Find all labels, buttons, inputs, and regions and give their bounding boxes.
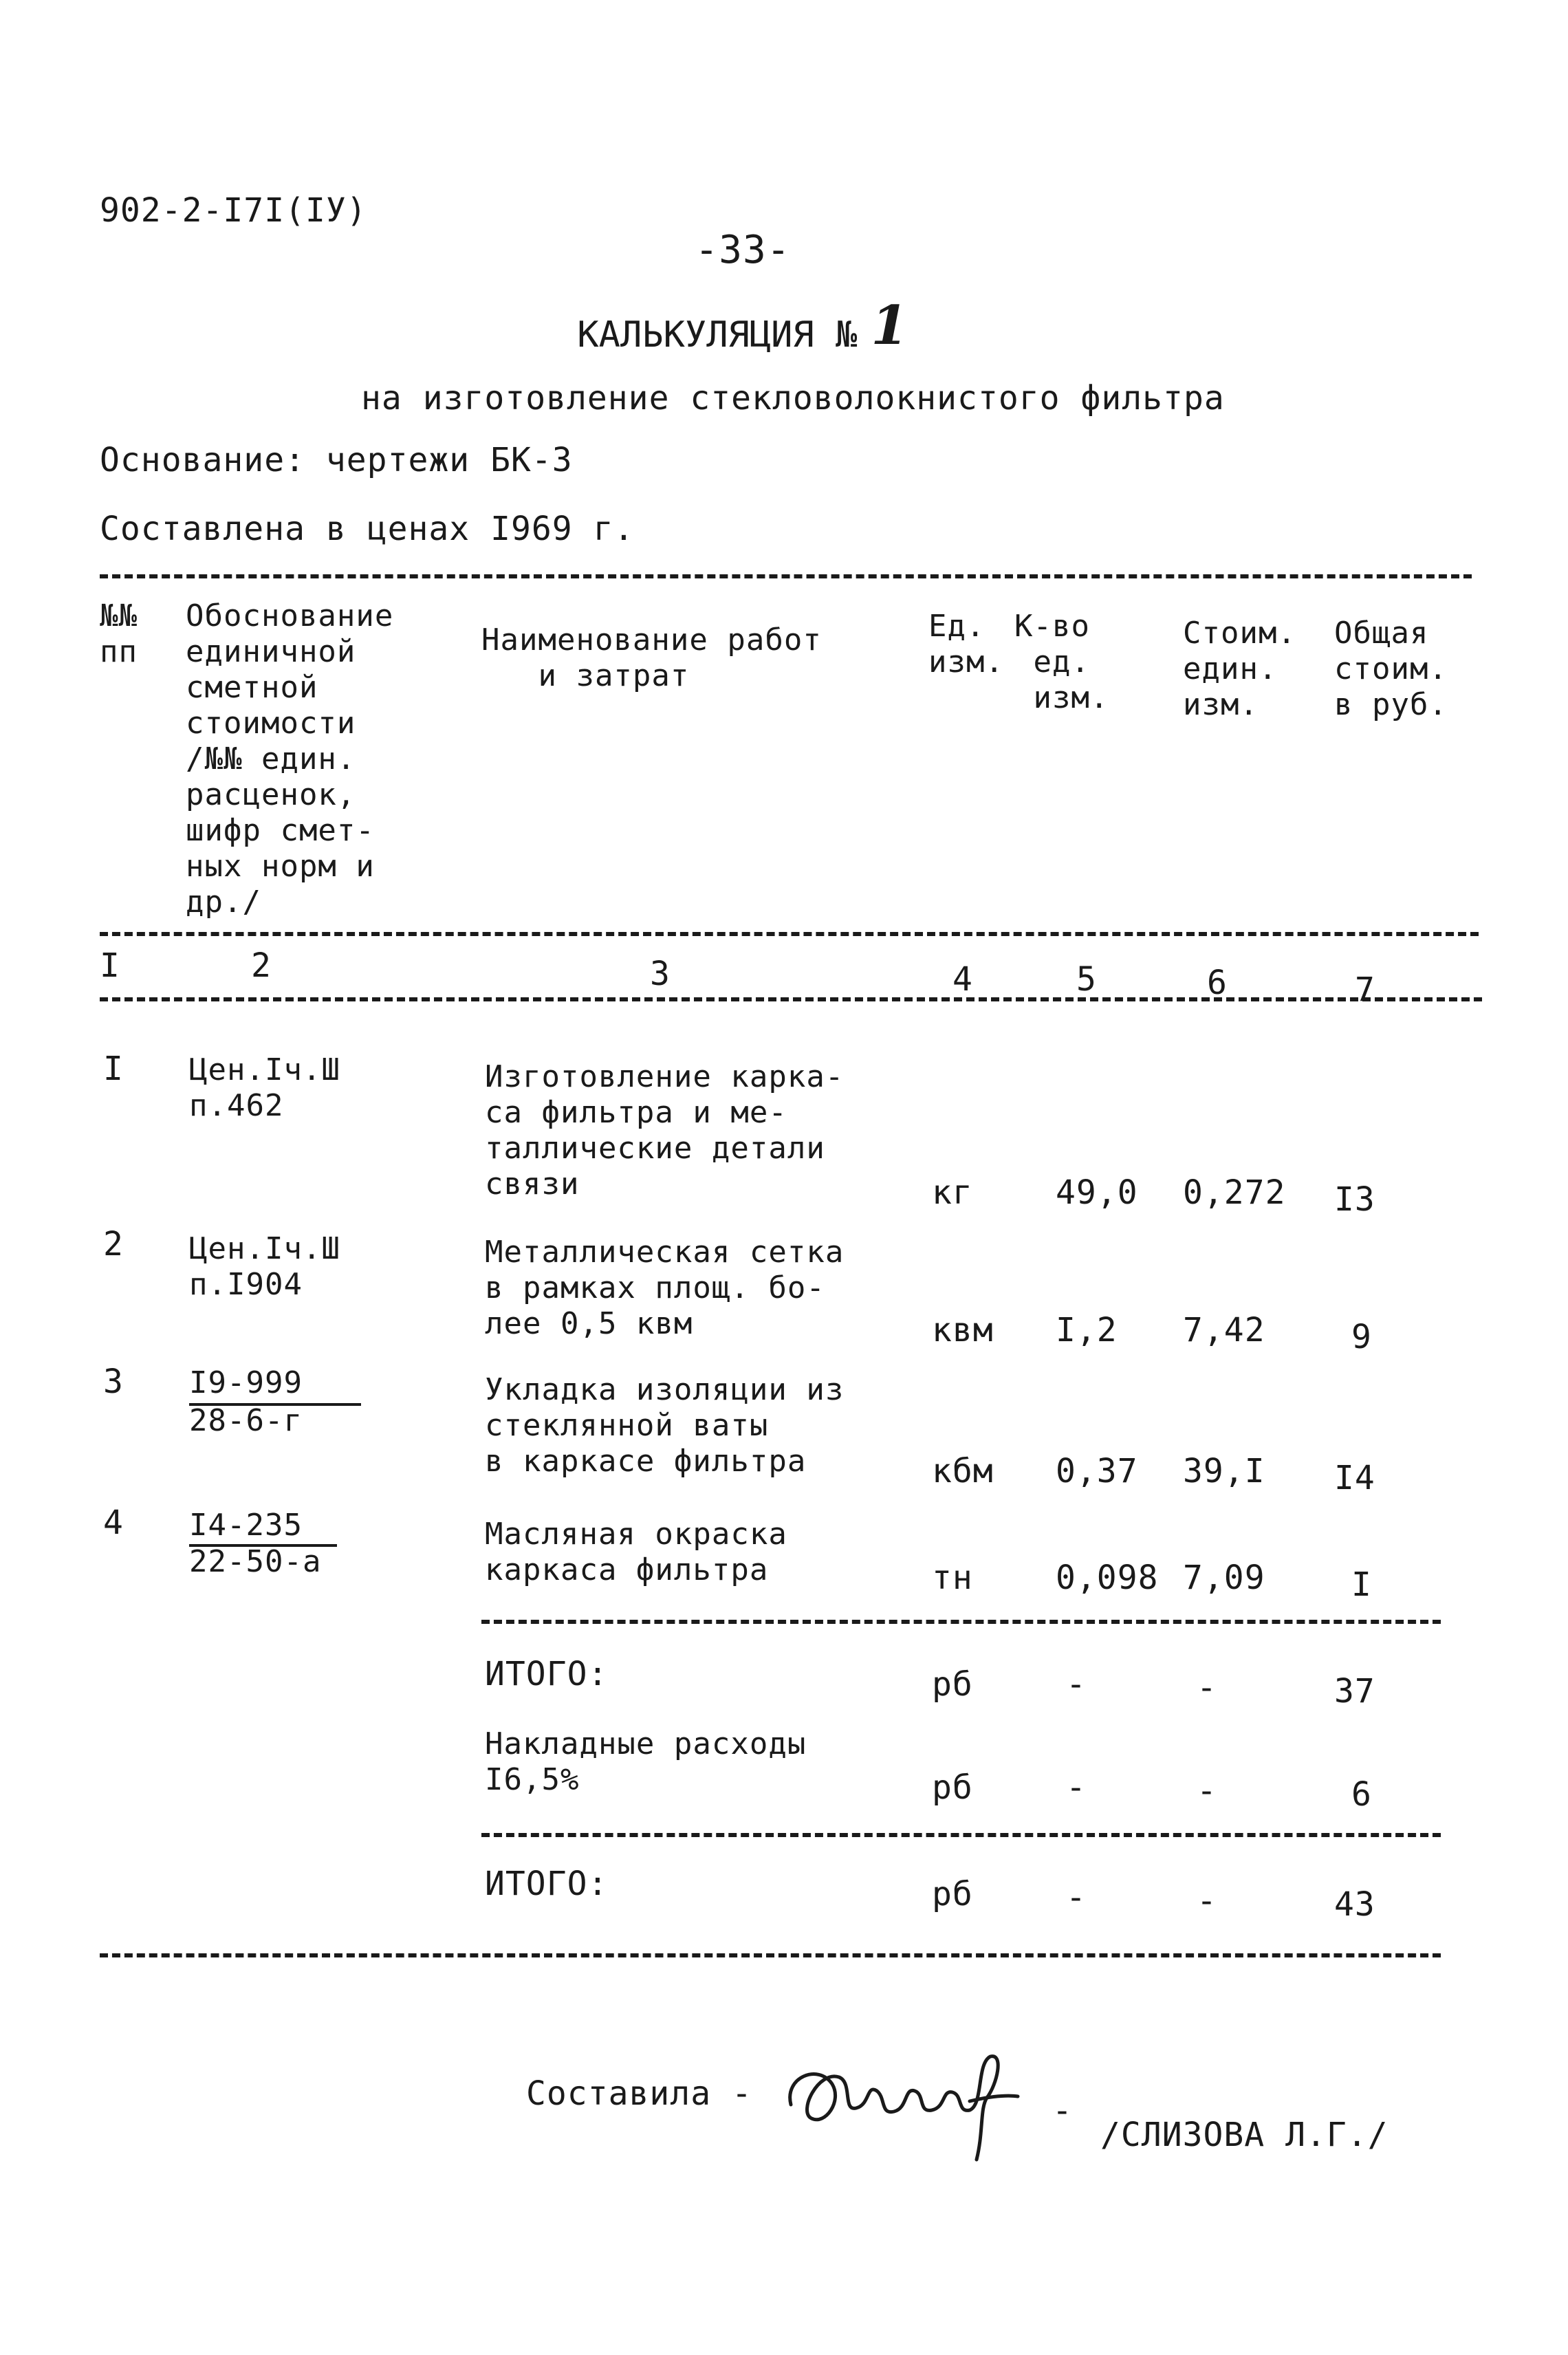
column-number-3: 3: [650, 955, 671, 993]
column-numbers-rule: [100, 997, 1482, 1001]
column-number-2: 2: [251, 946, 272, 985]
row-4-quantity: 0,098: [1056, 1559, 1159, 1597]
subtotal-2-quantity: -: [1066, 1878, 1087, 1917]
row-3-unit: кбм: [932, 1452, 994, 1490]
row-1-quantity: 49,0: [1056, 1173, 1138, 1212]
subtotal-1-rule: [481, 1620, 1441, 1624]
column-number-1: I: [100, 946, 120, 985]
row-3-basis-denominator: 28-6-г: [189, 1403, 303, 1438]
subtotal-2-unit-cost: -: [1197, 1882, 1217, 1920]
basis-line: Основание: чертежи БК-3: [100, 441, 573, 479]
title-text: КАЛЬКУЛЯЦИЯ №: [577, 314, 858, 356]
table-top-rule: [100, 574, 1472, 578]
row-1-unit-cost: 0,272: [1183, 1173, 1286, 1212]
row-4-unit-cost: 7,09: [1183, 1559, 1265, 1597]
row-2-name: Металлическая сетка в рамках площ. бо- лее 0,5 квм: [485, 1235, 845, 1341]
page-title: [577, 294, 908, 357]
row-3-total: I4: [1334, 1459, 1375, 1497]
title-number: 1: [871, 294, 908, 357]
header-quantity: К-во ед. изм.: [1014, 609, 1109, 715]
overhead-label: Накладные расходы I6,5%: [485, 1726, 807, 1797]
subtotal-2-total: 43: [1334, 1885, 1375, 1924]
overhead-unit-cost: -: [1197, 1772, 1217, 1810]
overhead-total: 6: [1351, 1775, 1372, 1814]
overhead-unit: рб: [932, 1768, 973, 1807]
row-4-number: 4: [103, 1504, 124, 1542]
column-number-6: 6: [1207, 964, 1228, 1002]
column-number-4: 4: [952, 960, 973, 999]
row-2-total: 9: [1351, 1318, 1372, 1356]
header-unit: Ед. изм.: [928, 609, 1004, 680]
subtotal-1-total: 37: [1334, 1672, 1375, 1711]
row-2-number: 2: [103, 1225, 124, 1263]
header-number: №№ пп: [100, 598, 138, 669]
row-1-name: Изготовление карка- са фильтра и ме- таллические детали связи: [485, 1059, 845, 1202]
row-4-total: I: [1351, 1565, 1372, 1604]
prices-line: Составлена в ценах I969 г.: [100, 510, 635, 548]
row-4-name: Масляная окраска каркаса фильтра: [485, 1517, 787, 1587]
row-4-basis-denominator: 22-50-а: [189, 1544, 322, 1579]
row-3-quantity: 0,37: [1056, 1452, 1138, 1490]
row-1-basis: Цен.Iч.Ш п.462: [189, 1052, 340, 1123]
column-number-5: 5: [1076, 960, 1097, 999]
row-2-unit-cost: 7,42: [1183, 1311, 1265, 1349]
column-number-7: 7: [1355, 970, 1375, 1009]
subtotal-1-unit: рб: [932, 1665, 973, 1704]
header-bottom-rule: [100, 932, 1479, 936]
subtotal-1-quantity: -: [1066, 1665, 1087, 1704]
row-1-unit: кг: [932, 1173, 973, 1212]
row-1-number: I: [103, 1050, 124, 1088]
row-3-unit-cost: 39,I: [1183, 1452, 1265, 1490]
page-number: -33-: [695, 228, 791, 272]
subtotal-2-rule: [481, 1833, 1441, 1837]
subtotal-1-label: ИТОГО:: [485, 1655, 609, 1693]
signature-label: Составила -: [526, 2074, 752, 2113]
row-3-name: Укладка изоляции из стеклянной ваты в каркасе фильтра: [485, 1372, 845, 1479]
header-basis: Обоснование единичной сметной стоимости /№№ един. расценок, шифр смет- ных норм и др./: [186, 598, 394, 920]
header-work-name: Наименование работ и затрат: [481, 622, 822, 693]
row-1-total: I3: [1334, 1180, 1375, 1219]
signature-dash: -: [1052, 2092, 1073, 2130]
subtitle: на изготовление стекловолокнистого фильтра: [361, 379, 1225, 417]
row-3-number: 3: [103, 1363, 124, 1401]
row-3-basis-numerator: I9-999: [189, 1365, 303, 1400]
signer-name: /СЛИЗОВА Л.Г./: [1100, 2116, 1389, 2154]
header-total-cost: Общая стоим. в руб.: [1334, 616, 1448, 722]
row-4-basis-numerator: I4-235: [189, 1508, 303, 1543]
table-bottom-rule: [100, 1953, 1441, 1957]
subtotal-2-label: ИТОГО:: [485, 1865, 609, 1903]
subtotal-2-unit: рб: [932, 1875, 973, 1913]
row-2-unit: квм: [932, 1311, 994, 1349]
header-unit-cost: Стоим. един. изм.: [1183, 616, 1296, 722]
row-4-unit: тн: [932, 1559, 973, 1597]
document-code: 902-2-I7I(IУ): [100, 191, 367, 230]
row-2-quantity: I,2: [1056, 1311, 1118, 1349]
row-2-basis: Цен.Iч.Ш п.I904: [189, 1231, 340, 1302]
handwritten-signature: [777, 2036, 1066, 2173]
overhead-quantity: -: [1066, 1768, 1087, 1807]
subtotal-1-unit-cost: -: [1197, 1669, 1217, 1707]
